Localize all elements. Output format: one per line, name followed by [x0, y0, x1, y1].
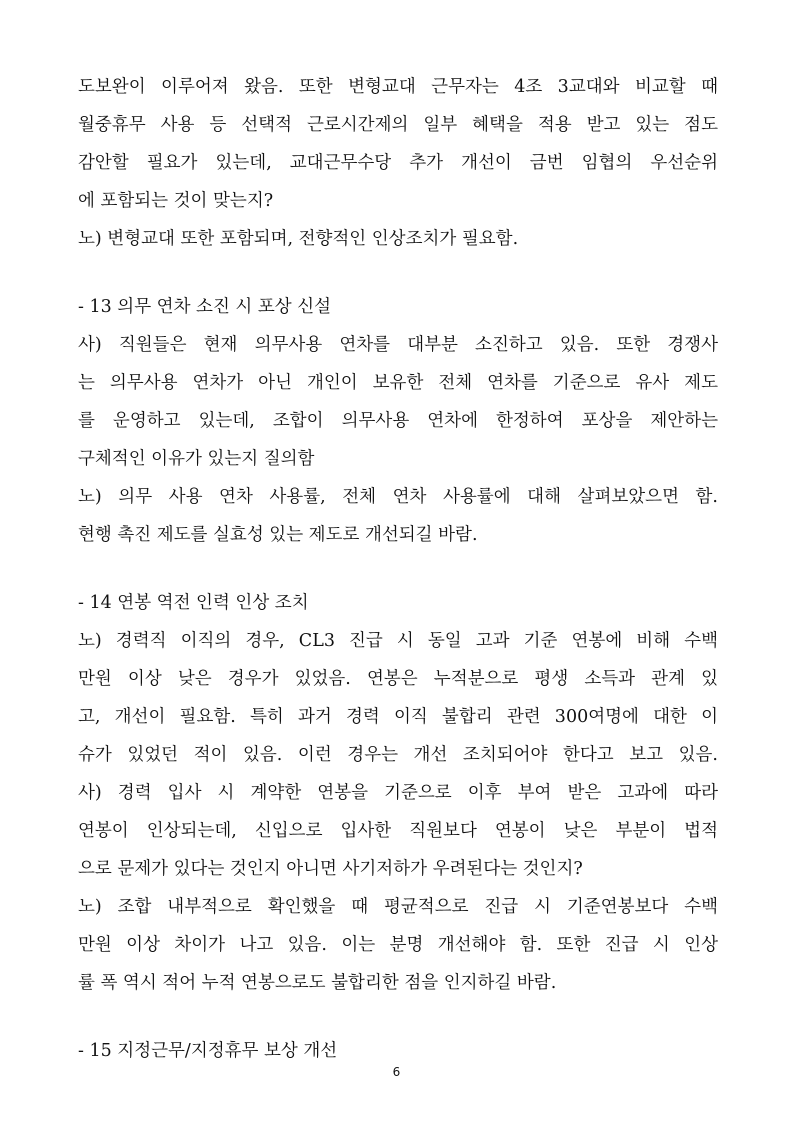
page-number: 6: [392, 1065, 401, 1079]
body-text-line: 현행 촉진 제도를 실효성 있는 제도로 개선되길 바람.: [78, 525, 478, 545]
body-text-line: 으로 문제가 있다는 것인지 아니면 사기저하가 우려된다는 것인지?: [78, 859, 583, 879]
body-text-line: 에 포함되는 것이 맞는지?: [78, 191, 274, 211]
body-text-line: 는 의무사용 연차가 아닌 개인이 보유한 전체 연차를 기준으로 유사 제도: [78, 373, 718, 393]
section-heading-15: - 15 지정근무/지정휴무 보상 개선: [78, 1041, 338, 1061]
body-text-line: 를 운영하고 있는데, 조합이 의무사용 연차에 한정하여 포상을 제안하는: [78, 411, 718, 431]
body-text-line: 연봉이 인상되는데, 신입으로 입사한 직원보다 연봉이 낮은 부분이 법적: [78, 821, 718, 841]
section-heading-14: - 14 연봉 역전 인력 인상 조치: [78, 593, 309, 613]
body-text-line: 고, 개선이 필요함. 특히 과거 경력 이직 불합리 관련 300여명에 대한 이: [78, 707, 718, 727]
body-text-line: 만원 이상 낮은 경우가 있었음. 연봉은 누적분으로 평생 소득과 관계 있: [78, 669, 718, 689]
body-text-line: 률 폭 역시 적어 누적 연봉으로도 불합리한 점을 인지하길 바람.: [78, 973, 557, 993]
answer-line: 노) 의무 사용 연차 사용률, 전체 연차 사용률에 대해 살펴보았으면 함.: [78, 487, 718, 507]
answer-line: 노) 변형교대 또한 포함되며, 전향적인 인상조치가 필요함.: [78, 229, 519, 249]
body-text-line: 도보완이 이루어져 왔음. 또한 변형교대 근무자는 4조 3교대와 비교할 때: [78, 77, 718, 97]
question-line: 사) 경력 입사 시 계약한 연봉을 기준으로 이후 부여 받은 고과에 따라: [78, 783, 718, 803]
body-text-line: 월중휴무 사용 등 선택적 근로시간제의 일부 혜택을 적용 받고 있는 점도: [78, 115, 718, 135]
question-line: 사) 직원들은 현재 의무사용 연차를 대부분 소진하고 있음. 또한 경쟁사: [78, 335, 718, 355]
answer-line: 노) 경력직 이직의 경우, CL3 진급 시 동일 고과 기준 연봉에 비해 수백: [78, 631, 718, 651]
body-text-line: 만원 이상 차이가 나고 있음. 이는 분명 개선해야 함. 또한 진급 시 인상: [78, 935, 718, 955]
answer-line: 노) 조합 내부적으로 확인했을 때 평균적으로 진급 시 기준연봉보다 수백: [78, 897, 718, 917]
section-heading-13: - 13 의무 연차 소진 시 포상 신설: [78, 297, 332, 317]
body-text-line: 슈가 있었던 적이 있음. 이런 경우는 개선 조치되어야 한다고 보고 있음.: [78, 745, 718, 765]
body-text-line: 감안할 필요가 있는데, 교대근무수당 추가 개선이 금번 임협의 우선순위: [78, 153, 718, 173]
body-text-line: 구체적인 이유가 있는지 질의함: [78, 449, 315, 469]
